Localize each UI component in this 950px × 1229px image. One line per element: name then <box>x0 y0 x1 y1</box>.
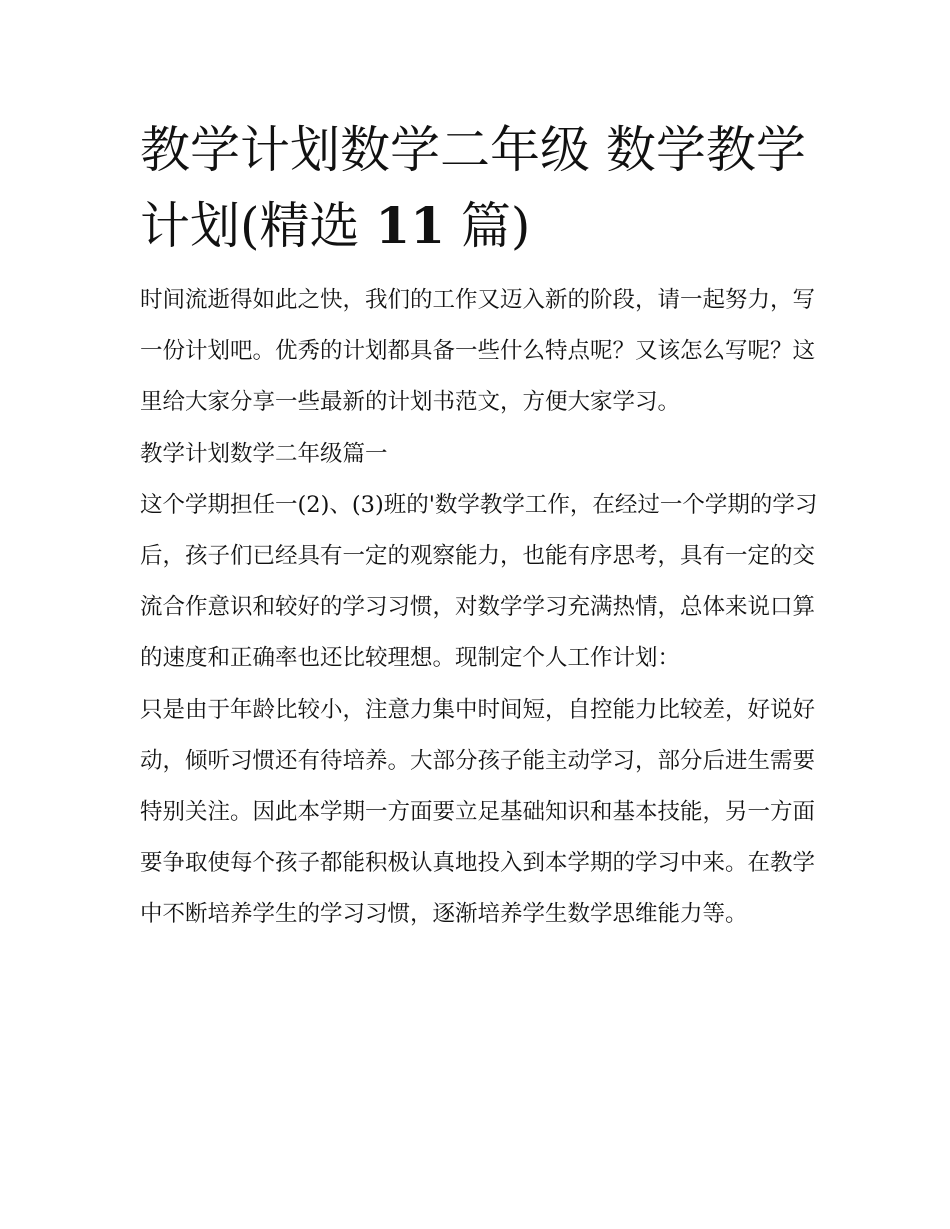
title-line-2-prefix: 计划(精选 <box>140 197 376 255</box>
body-paragraph: 只是由于年龄比较小，注意力集中时间短，自控能力比较差，好说好动，倾听习惯还有待培养。大部分孩子能主动学习，部分后进生需要特别关注。因此本学期一方面要立足基础知识和基本技能，另一方面要争取使每个孩子都能积极认真地投入到本学期的学习中来。在教学中不断培养学生的学习习惯，逐渐培养学生数学思维能力等。 <box>140 696 816 928</box>
intro-paragraph: 时间流逝得如此之快，我们的工作又迈入新的阶段，请一起努力，写一份计划吧。优秀的计划都具备一些什么特点呢？又该怎么写呢？这里给大家分享一些最新的计划书范文，方便大家学习。 <box>140 287 816 416</box>
body-paragraph: 这个学期担任一(2)、(3)班的'数学教学工作，在经过一个学期的学习后，孩子们已经具有一定的观察能力，也能有序思考，具有一定的交流合作意识和较好的学习习惯，对数学学习充满热情，总体来说口算的速度和正确率也还比较理想。现制定个人工作计划： <box>140 491 818 672</box>
document-body <box>140 275 820 941</box>
title-line-1: 教学计划数学二年级 数学教学 <box>140 121 806 179</box>
title-line-2-suffix: 篇) <box>445 197 531 255</box>
section-heading: 教学计划数学二年级篇一 <box>140 440 388 467</box>
title-line-2-number: 11 <box>375 196 445 255</box>
document-title <box>140 112 820 264</box>
